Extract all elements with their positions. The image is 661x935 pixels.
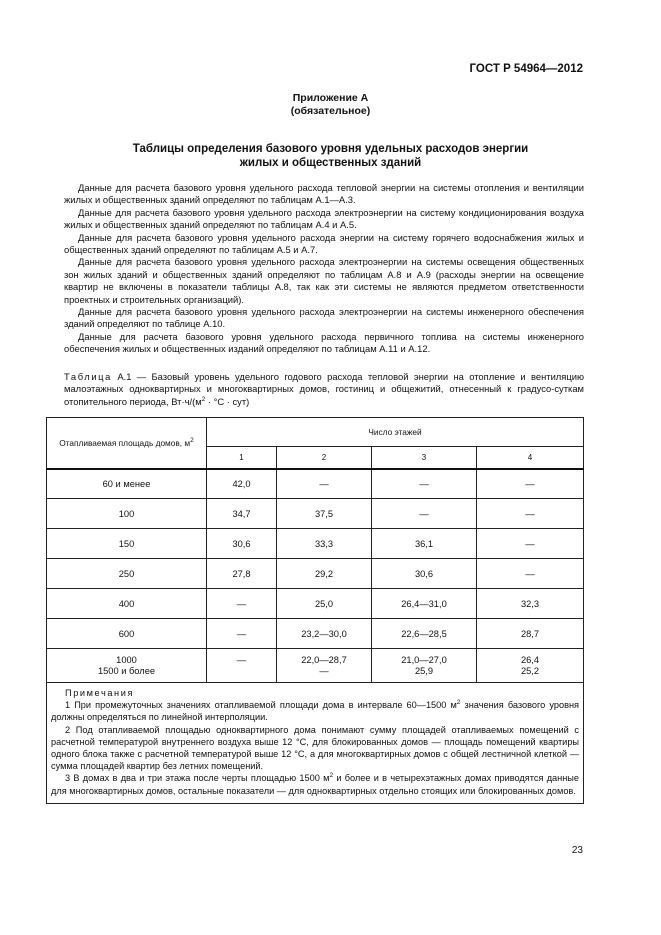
table-notes-row: [47, 683, 584, 804]
table-caption-text-end: · °С · сут): [205, 395, 250, 407]
note-1: 1 При промежуточных значениях отапливаемой площади дома в интервале 60—1500 $м^2$ значения базового уровня должны определяться по линейной интерполяции.: [51, 699, 580, 723]
floors-header: Число этажей: [207, 418, 584, 447]
section-title-line-2: жилых и общественных зданий: [239, 157, 422, 169]
paragraph: Данные для расчета базового уровня удельного расхода электроэнергии на систему кондиционирования воздуха жилых и общественных зданий определяют по таблицам А.4 и А.5.: [64, 206, 584, 231]
body-text: [64, 182, 584, 356]
table-caption: [64, 371, 584, 408]
appendix-title: Приложение А: [292, 92, 369, 104]
paragraph: Данные для расчета базового уровня удельного расхода первичного топлива на системы инженерного обеспечения жилых и общественных изданий определяют по таблицам А.11 и А.12.: [64, 330, 584, 355]
standard-number: ГОСТ Р 54964—2012: [469, 63, 583, 75]
notes-title: Примечания: [65, 688, 135, 698]
floor-col-3: 3: [372, 447, 477, 469]
table-row: 1000 1500 и более — 22,0—28,7 — 21,0—27,0 25,9 26,4 25,2: [47, 649, 584, 683]
paragraph: Данные для расчета базового уровня удельного расхода тепловой энергии на системы отопления и вентиляции жилых и общественных зданий определяют по таблицам А.1—А.3.: [64, 182, 584, 206]
paragraph: Данные для расчета базового уровня удельного расхода электроэнергии на системы инженерного обеспечения зданий определяют по таблице А.10.: [64, 306, 584, 330]
table-row: 250 27,8 29,2 30,6 —: [47, 559, 584, 589]
table-row: 400 — 25,0 26,4—31,0 32,3: [47, 589, 584, 619]
table-caption-text: А.1 — Базовый уровень удельного годового расхода тепловой энергии на отопление и вентиляцию малоэтажных одноквартирных и многоквартирных домов, гостиниц и общежитий, отнесенный к градусо-суткам отопительного периода, Вт·ч/(м: [64, 371, 584, 407]
note-2: 2 Под отапливаемой площадью одноквартирного дома понимают сумму площадей отапливаемых помещений с расчетной температурой внутреннего воздуха выше 12 °С, для блокированных домов — площадь помещений квартиры одного блока также с расчетной температурой выше 12 °С, а для многоквартирных домов с общей лестничной клеткой — сумма площадей квартир без летних помещений.: [51, 724, 580, 772]
table-row: 600 — 23,2—30,0 22,6—28,5 28,7: [47, 619, 584, 649]
section-title-line-1: Таблицы определения базового уровня удельных расходов энергии: [132, 143, 529, 155]
paragraph: Данные для расчета базового уровня удельного расхода электроэнергии на системы освещения общественных зон жилых зданий и общественных зданий определяют по таблицам А.8 и А.9 (расходы энергии на освещение квартир не включены в показатели таблицы А.8, так как эти системы не являются предметом ответственности проектных и строительных организаций).: [64, 256, 584, 305]
table-row: 60 и менее 42,0 — — —: [47, 469, 584, 499]
table-notes: [47, 683, 584, 804]
table-row: 150 30,6 33,3 36,1 —: [47, 529, 584, 559]
section-title: [0, 142, 661, 170]
table-row: 100 34,7 37,5 — —: [47, 499, 584, 529]
table-caption-sup: 2: [201, 395, 206, 403]
floor-col-2: 2: [277, 447, 372, 469]
appendix-status: (обязательное): [290, 105, 371, 117]
appendix-heading: [0, 92, 661, 118]
paragraph: Данные для расчета базового уровня удельного расхода энергии на систему горячего водоснабжения жилых и общественных зданий определяют по таблицам А.5 и А.7.: [64, 231, 584, 256]
table-caption-label: Таблица: [64, 371, 112, 382]
note-3: 3 В домах в два и три этажа после черты площадью 1500 $м^2$ и более и в четырехэтажных домах приводятся данные для многоквартирных домов, остальные показатели — для одноквартирных отдельно стоящих или блокированных домов.: [51, 772, 580, 796]
area-column-header: Отапливаемая площадь домов, $м^2$: [47, 418, 207, 469]
floor-col-1: 1: [207, 447, 277, 469]
page-number: 23: [571, 845, 583, 856]
floor-col-4: 4: [477, 447, 584, 469]
energy-table: [46, 417, 584, 804]
